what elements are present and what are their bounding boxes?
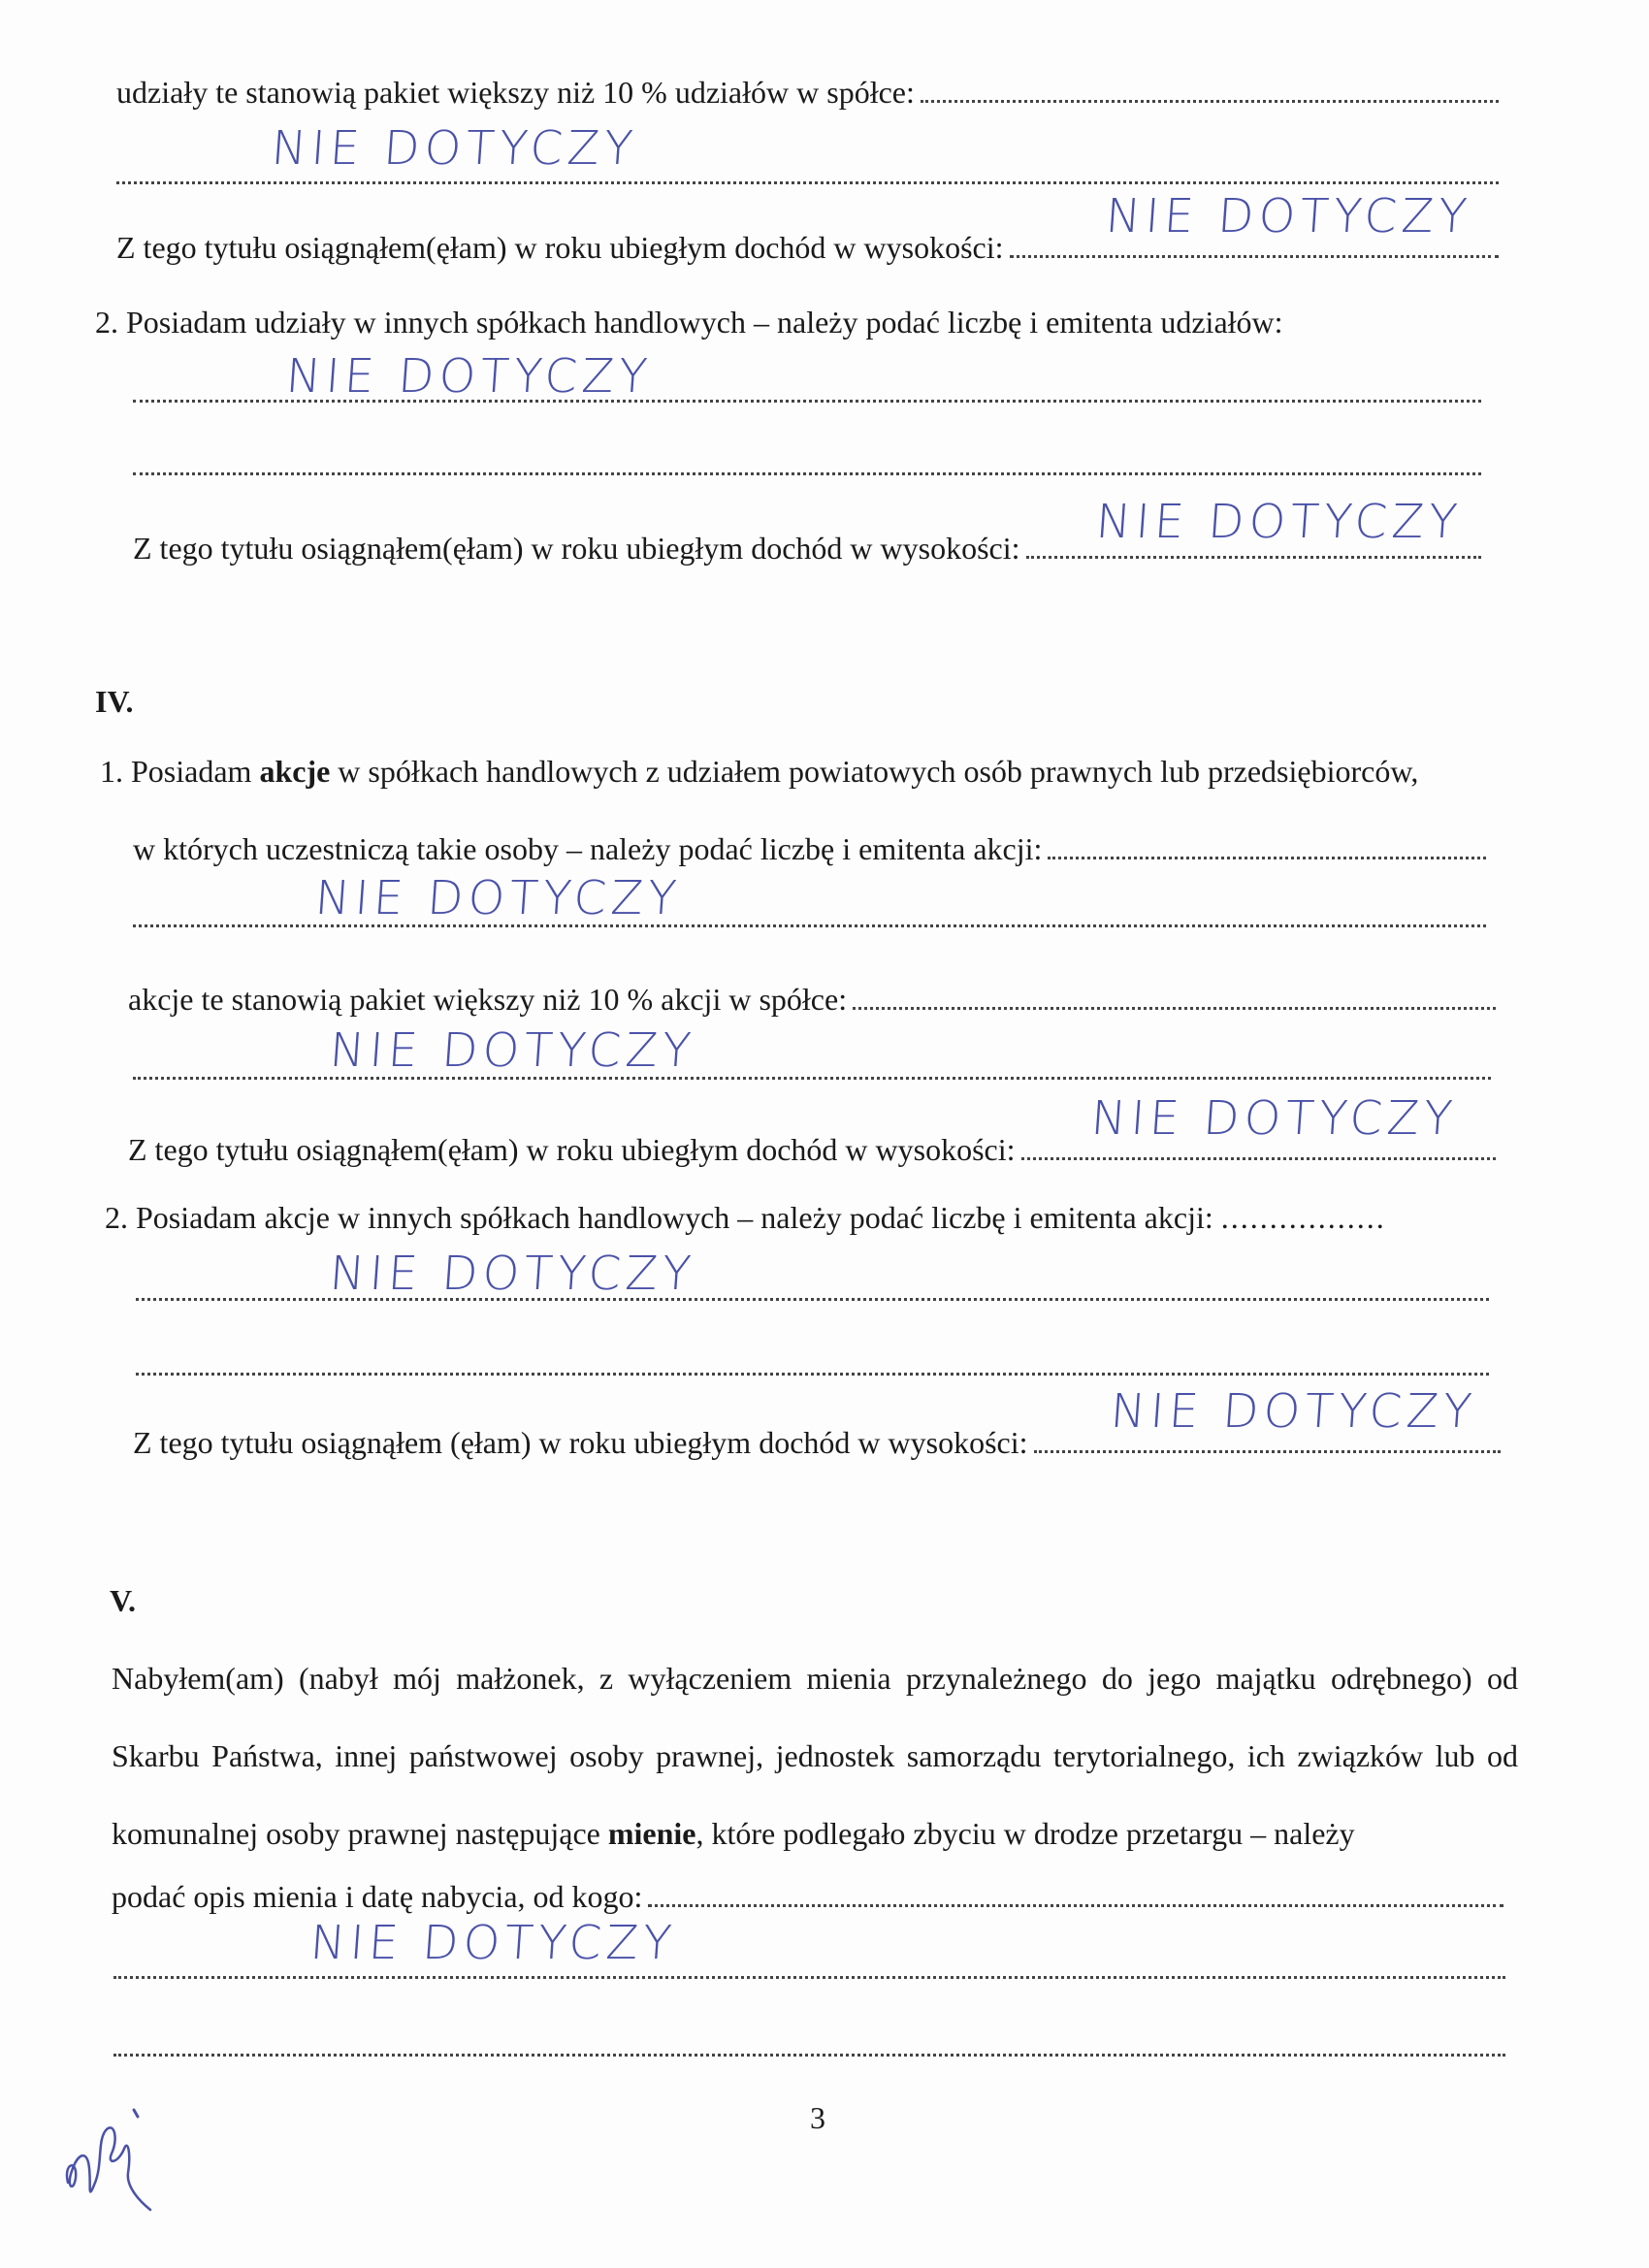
- section-v-heading: V.: [110, 1583, 136, 1618]
- item-2-text: 2. Posiadam udziały w innych spółkach handlowych – należy podać liczbę i emitenta udziałów:: [95, 305, 1283, 340]
- dotted-line: [116, 181, 1499, 184]
- udzialy-10-text: udziały te stanowią pakiet większy niż 10 % udziałów w spółce:: [116, 75, 915, 110]
- mienie-last-line: [112, 1877, 1504, 1916]
- udzialy-item-2: [95, 303, 1283, 341]
- dotted-fill: [648, 1904, 1504, 1907]
- page-number: 3: [810, 2100, 825, 2135]
- item-1-line2-text: w których uczestniczą takie osoby – należy podać liczbę i emitenta akcji:: [133, 831, 1043, 866]
- dotted-fill: [1048, 857, 1486, 859]
- handwritten-answer: NIE DOTYCZY: [1109, 1384, 1479, 1439]
- dochod-text: Z tego tytułu osiągnąłem(ęłam) w roku ubiegłym dochód w wysokości:: [128, 1132, 1016, 1167]
- dochod-text: Z tego tytułu osiągnąłem(ęłam) w roku ubiegłym dochód w wysokości:: [133, 531, 1020, 566]
- handwritten-answer: NIE DOTYCZY: [1094, 495, 1465, 549]
- dotted-fill: [921, 100, 1499, 103]
- item-1-suffix: w spółkach handlowych z udziałem powiatowych osób prawnych lub przedsiębiorców,: [330, 754, 1419, 789]
- dotted-fill: [853, 1007, 1496, 1010]
- dotted-fill: [1034, 1450, 1502, 1453]
- item-1-prefix: 1. Posiadam: [100, 754, 260, 789]
- dotted-line: [133, 400, 1481, 403]
- handwritten-answer: NIE DOTYCZY: [1104, 189, 1474, 243]
- dochod-text: Z tego tytułu osiągnąłem (ęłam) w roku ubiegłym dochód w wysokości:: [133, 1425, 1028, 1460]
- akcje-item-1: [100, 752, 1418, 791]
- mienie-last-text: podać opis mienia i datę nabycia, od kogo:: [112, 1879, 643, 1914]
- item-2-text: 2. Posiadam akcje w innych spółkach handlowych – należy podać liczbę i emitenta akcji:: [105, 1200, 1213, 1235]
- handwritten-answer: NIE DOTYCZY: [308, 1916, 679, 1970]
- item-1-bold: akcje: [259, 754, 331, 789]
- akcje-item-2: [105, 1198, 1386, 1237]
- initials-signature: [58, 2095, 165, 2212]
- akcje-item-1-line2: [133, 829, 1486, 868]
- handwritten-answer: NIE DOTYCZY: [328, 1023, 698, 1078]
- handwritten-answer: NIE DOTYCZY: [313, 871, 684, 925]
- para-part-1: Nabyłem(am) (nabył mój małżonek, z wyłączeniem mienia przynależnego do jego majątku odrębnego) od Skarbu Państwa, innej państwowej osoby prawnej, jednostek samorządu terytorialnego, ich związków lub od komunalnej osoby prawnej następujące: [112, 1661, 1518, 1851]
- handwritten-answer: NIE DOTYCZY: [284, 349, 655, 404]
- dochod-text: Z tego tytułu osiągnąłem(ęłam) w roku ubiegłym dochód w wysokości:: [116, 230, 1004, 265]
- handwritten-answer: NIE DOTYCZY: [270, 121, 640, 176]
- handwritten-answer: NIE DOTYCZY: [1089, 1091, 1460, 1146]
- dotted-line: [133, 1077, 1491, 1080]
- dotted-line: [136, 1298, 1489, 1301]
- dotted-line: [113, 1976, 1505, 1979]
- section-v-paragraph: [112, 1639, 1518, 1872]
- dotted-fill: [1026, 556, 1482, 559]
- dotted-line: [113, 2054, 1505, 2057]
- para-part-2: , które podlegało zbyciu w drodze przetargu – należy: [695, 1816, 1355, 1851]
- para-bold: mienie: [607, 1816, 696, 1851]
- dotted-line: [133, 472, 1481, 475]
- handwritten-answer: NIE DOTYCZY: [328, 1247, 698, 1301]
- dotted-line: [136, 1373, 1489, 1376]
- akcje-10-line: [128, 980, 1496, 1019]
- section-iv-heading: IV.: [95, 684, 134, 719]
- dotted-fill: [1021, 1157, 1497, 1160]
- dotted-fill: [1010, 255, 1500, 258]
- dotted-line: [133, 924, 1486, 927]
- trailing-dots: .................: [1220, 1200, 1386, 1235]
- akcje-10-text: akcje te stanowią pakiet większy niż 10 % akcji w spółce:: [128, 982, 848, 1017]
- udzialy-10-line: [116, 73, 1499, 112]
